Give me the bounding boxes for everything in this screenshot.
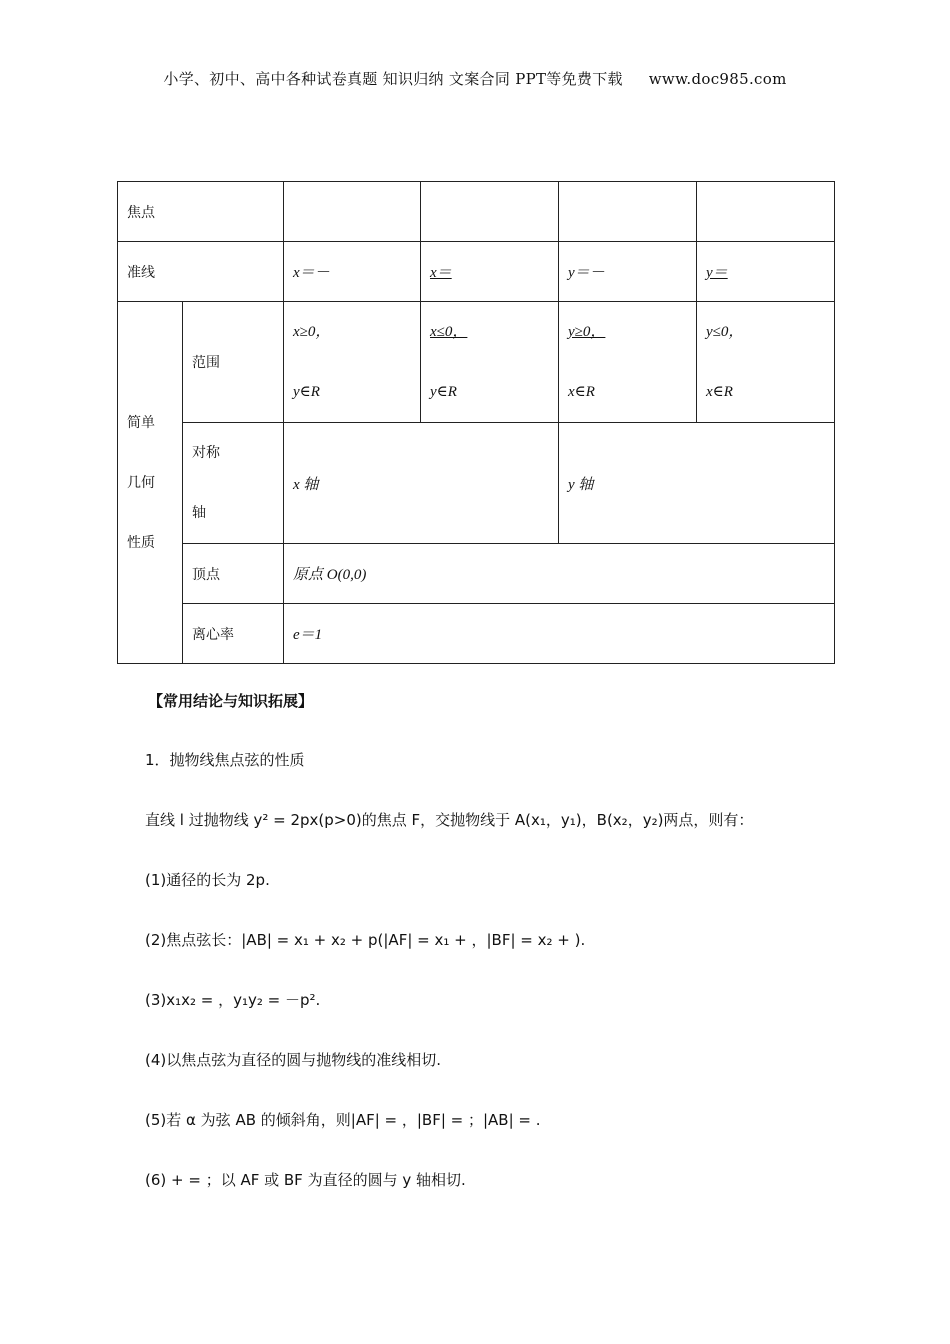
range-cell-2	[421, 302, 559, 423]
header-site-text: 小学、初中、高中各种试卷真题 知识归纳 文案合同 PPT等免费下载	[163, 70, 623, 88]
axis-label-1: 对称	[192, 445, 220, 461]
eccentricity-value: e＝1	[284, 604, 835, 664]
range-1-line2: y∈R	[293, 384, 320, 400]
simple-props-label-1: 简单	[127, 414, 155, 431]
simple-props-label-2: 几何	[127, 474, 155, 491]
property-3: (3)x₁x₂ = ，y₁y₂ = －p².	[145, 991, 321, 1009]
focal-chord-intro: 直线 l 过抛物线 y² = 2px(p>0)的焦点 F，交抛物线于 A(x₁，y₁)，B(x₂，y₂)两点，则有：	[145, 811, 754, 829]
item-1-heading: 1．抛物线焦点弦的性质	[145, 751, 305, 769]
directrix-label: 准线	[118, 242, 284, 302]
range-cell-4	[697, 302, 835, 423]
directrix-cell-2: x＝	[421, 242, 559, 302]
range-cell-3	[559, 302, 697, 423]
vertex-value: 原点 O(0,0)	[284, 544, 835, 604]
header-url[interactable]: www.doc985.com	[648, 70, 787, 88]
range-1-line1: x≥0，	[293, 324, 331, 340]
focus-cell-3	[559, 182, 697, 242]
vertex-label: 顶点	[183, 544, 284, 604]
directrix-cell-3: y＝－	[559, 242, 697, 302]
range-4-line2: x∈R	[706, 384, 733, 400]
property-2: (2)焦点弦长：|AB| = x₁ + x₂ + p(|AF| = x₁ + ，|BF| = x₂ + ).	[145, 931, 586, 949]
directrix-cell-1: x＝－	[284, 242, 421, 302]
page-header	[0, 68, 950, 89]
table-row-eccentricity	[118, 604, 835, 664]
axis-label	[183, 423, 284, 544]
parabola-properties-table	[117, 181, 835, 664]
table-row-directrix	[118, 242, 835, 302]
table-row-range	[118, 302, 835, 423]
property-1: (1)通径的长为 2p.	[145, 871, 270, 889]
simple-props-label-3: 性质	[127, 534, 155, 551]
property-6: (6) + = ；以 AF 或 BF 为直径的圆与 y 轴相切.	[145, 1171, 466, 1189]
axis-value-x: x 轴	[284, 423, 559, 544]
range-2-line2: y∈R	[430, 384, 457, 400]
directrix-cell-4: y＝	[697, 242, 835, 302]
range-3-line2: x∈R	[568, 384, 595, 400]
axis-value-y: y 轴	[559, 423, 835, 544]
property-5: (5)若 α 为弦 AB 的倾斜角，则|AF| = ，|BF| = ；|AB| = .	[145, 1111, 541, 1129]
axis-label-2: 轴	[192, 505, 206, 521]
section-title: 【常用结论与知识拓展】	[148, 692, 314, 710]
range-cell-1	[284, 302, 421, 423]
range-label: 范围	[183, 302, 284, 423]
focus-cell-1	[284, 182, 421, 242]
property-4: (4)以焦点弦为直径的圆与抛物线的准线相切.	[145, 1051, 442, 1069]
range-3-line1: y≥0，	[568, 324, 606, 340]
range-2-line1: x≤0，	[430, 324, 468, 340]
focus-cell-2	[421, 182, 559, 242]
eccentricity-label: 离心率	[183, 604, 284, 664]
focus-label: 焦点	[118, 182, 284, 242]
simple-props-label	[118, 302, 183, 664]
range-4-line1: y≤0，	[706, 324, 744, 340]
table-row-focus	[118, 182, 835, 242]
focus-cell-4	[697, 182, 835, 242]
table-row-vertex	[118, 544, 835, 604]
table-row-axis	[118, 423, 835, 544]
